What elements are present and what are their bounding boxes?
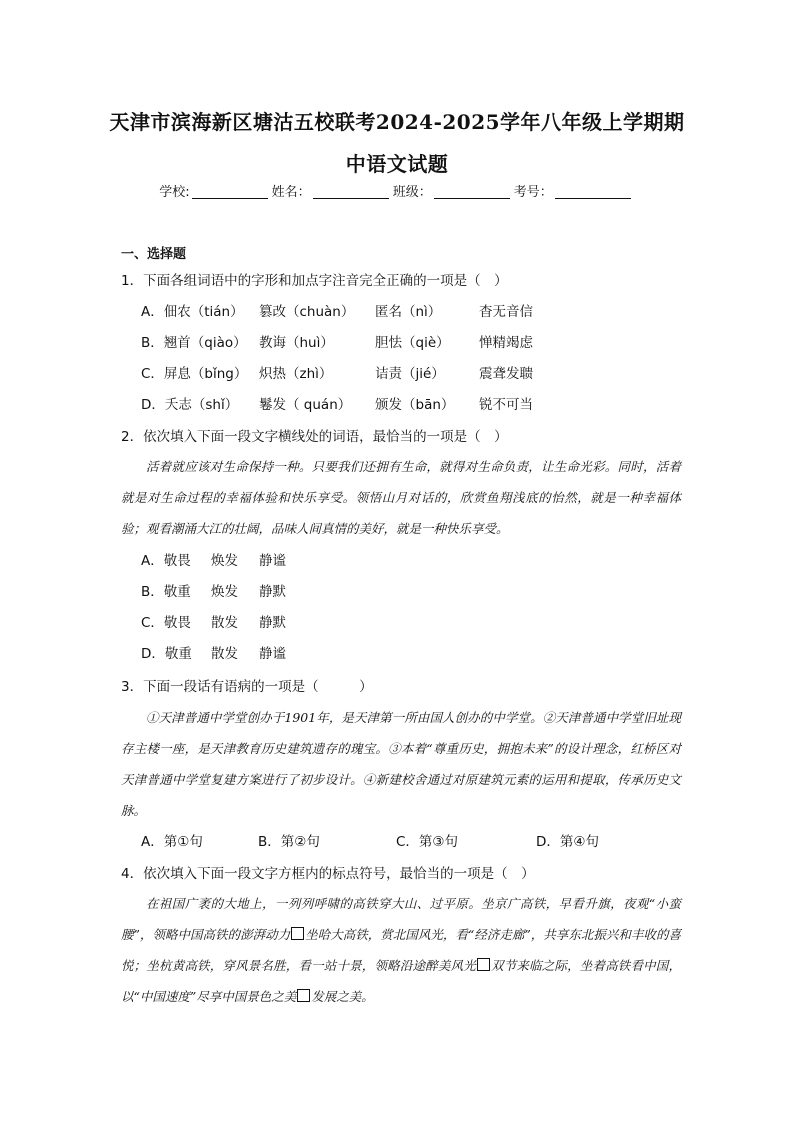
q3-option-c: C．第③句: [396, 834, 459, 850]
q3-stem: 3．下面一段话有语病的一项是（ ）: [121, 679, 373, 695]
q2-b-2: 焕发: [211, 584, 238, 600]
q1-option-c: [141, 362, 533, 382]
exam-title-line2: 中语文试题: [345, 152, 449, 176]
number-blank: [555, 184, 631, 199]
section-heading: 一、选择题: [121, 247, 187, 262]
q3-passage: ①天津普通中学堂创办于1901年，是天津第一所由国人创办的中学堂。②天津普通中学堂旧址现存主楼一座，是天津教育历史建筑遗存的瑰宝。③本着“尊重历史，拥抱未来”的设计理念，红桥区对天津普通中学堂复建方案进行了初步设计。④新建校舍通过对原建筑元素的运用和提取，传承历史文脉。: [121, 710, 681, 818]
punctuation-box-3: [297, 989, 310, 1002]
q3-option-a: A．第①句: [141, 834, 203, 850]
q4-passage: [121, 888, 681, 1012]
q4-passage-part4: 发展之美。: [311, 989, 374, 1004]
q3-option-b: B．第②句: [258, 834, 320, 850]
q1-c-1: C．屏息（bǐng）: [141, 366, 248, 382]
q1-b-4: 惮精竭虑: [479, 335, 533, 351]
q1-d-3: 颁发（bān）: [375, 397, 455, 413]
q1-a-1: A．佃农（tián）: [141, 304, 244, 320]
q2-a-2: 焕发: [211, 553, 238, 569]
q1-b-1: B．翘首（qiào）: [141, 335, 247, 351]
q1-option-b: [141, 331, 533, 351]
q4-passage-part3: 双节来临之际，坐着高铁看中国，以“中国速度”尽享中国景色之美: [121, 958, 681, 1004]
q2-option-d: [141, 642, 286, 662]
q1-c-3: 诘责（jié）: [375, 366, 445, 382]
q1-d-1: D．夭志（shǐ）: [141, 397, 239, 413]
q2-d-2: 散发: [211, 646, 238, 662]
q2-c-2: 散发: [211, 615, 238, 631]
q2-option-c: [141, 611, 286, 631]
q2-b-1: B．敬重: [141, 584, 191, 600]
q1-b-3: 胆怯（qiè）: [375, 335, 450, 351]
q2-option-a: [141, 549, 286, 569]
school-label: 学校:: [159, 185, 190, 200]
q4-passage-part2: 坐哈大高铁，赏北国风光，看“经济走廊”，共享东北振兴和丰收的喜悦；坐杭黄高铁，穿风景名胜，看一站十景，领略沿途醉美风光: [121, 927, 681, 973]
q1-d-4: 锐不可当: [479, 397, 533, 413]
q1-option-d: [141, 393, 533, 413]
q1-a-4: 杳无音信: [479, 304, 533, 320]
q2-passage: 活着就应该对生命保持一种。只要我们还拥有生命，就得对生命负责，让生命光彩。同时，活着就是对生命过程的幸福体验和快乐享受。领悟山月对话的，欣赏鱼翔浅底的怡然，就是一种幸福体验；观看潮涌大江的壮阔，品味人间真情的美好，就是一种快乐享受。: [121, 459, 681, 536]
number-label: 考号：: [513, 185, 553, 200]
q2-c-1: C．敬畏: [141, 615, 191, 631]
q1-b-2: 教诲（huì）: [259, 335, 334, 351]
q1-a-3: 匿名（nì）: [375, 304, 442, 320]
q2-d-1: D．敬重: [141, 646, 192, 662]
q4-stem: 4．依次填入下面一段文字方框内的标点符号，最恰当的一项是（ ）: [121, 866, 535, 882]
school-blank: [192, 184, 268, 199]
q1-a-2: 篡改（chuàn）: [259, 304, 355, 320]
name-blank: [313, 184, 389, 199]
q2-a-1: A．敬畏: [141, 553, 191, 569]
q1-d-2: 鬈发（ quán）: [259, 397, 352, 413]
q2-stem: 2．依次填入下面一段文字横线处的词语，最恰当的一项是（ ）: [121, 429, 508, 445]
punctuation-box-1: [291, 927, 304, 940]
q1-c-4: 震聋发聩: [479, 366, 533, 382]
class-label: 班级：: [392, 185, 432, 200]
student-info-row: [0, 181, 794, 200]
q1-stem: 1．下面各组词语中的字形和加点字注音完全正确的一项是（ ）: [121, 273, 508, 289]
name-label: 姓名：: [271, 185, 311, 200]
q4-passage-part1: 在祖国广袤的大地上，一列列呼啸的高铁穿大山、过平原。坐京广高铁，早看升旗，夜观“小蛮腰”，领略中国高铁的澎湃动力: [121, 896, 681, 942]
q2-a-3: 静谧: [259, 553, 286, 569]
class-blank: [434, 184, 510, 199]
q1-option-a: [141, 300, 533, 320]
q1-c-2: 炽热（zhì）: [259, 366, 333, 382]
q3-options: [141, 830, 599, 850]
q2-option-b: [141, 580, 286, 600]
q3-option-d: D．第④句: [536, 834, 599, 850]
exam-title-line1: 天津市滨海新区塘沽五校联考2024-2025学年八年级上学期期: [109, 110, 685, 134]
q2-b-3: 静默: [259, 584, 286, 600]
q2-c-3: 静默: [259, 615, 286, 631]
punctuation-box-2: [477, 958, 490, 971]
q2-d-3: 静谧: [259, 646, 286, 662]
